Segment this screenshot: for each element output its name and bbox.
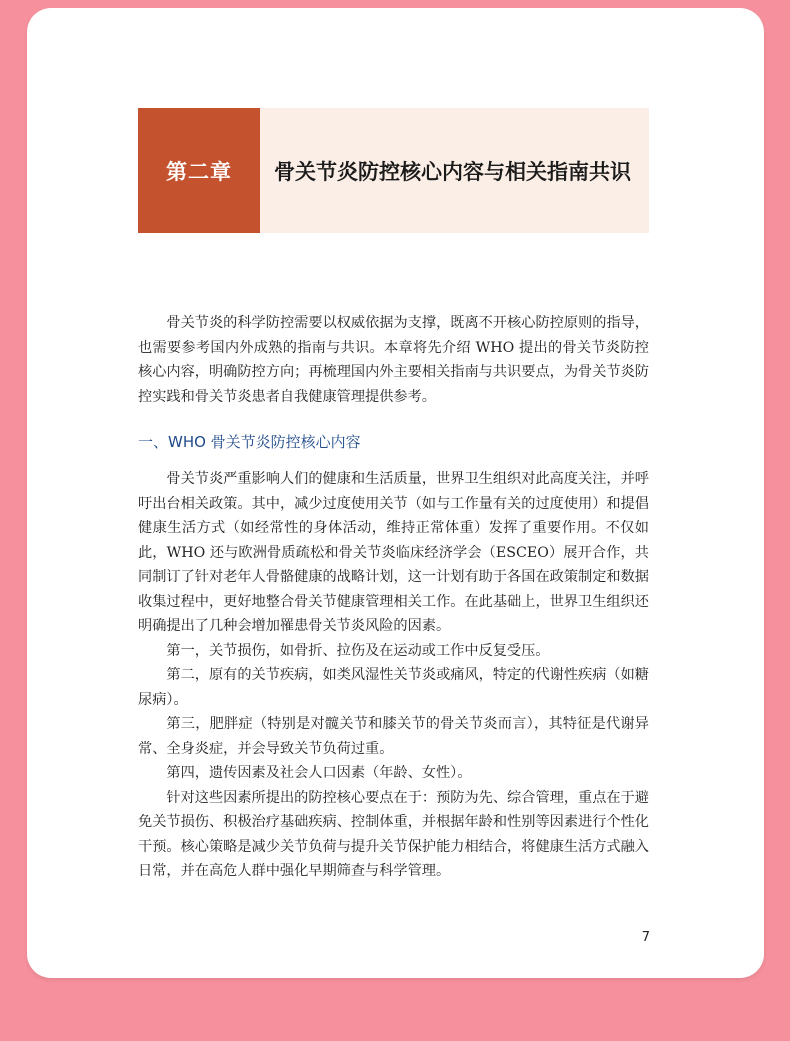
intro-paragraph: 骨关节炎的科学防控需要以权威依据为支撑，既离不开核心防控原则的指导，也需要参考国内外成熟的指南与共识。本章将先介绍 WHO 提出的骨关节炎防控核心内容，明确防控方向；再梳理国内外主要相关指南与共识要点，为骨关节炎防控实践和骨关节炎患者自我健康管理提供参考。 bbox=[138, 315, 649, 405]
section-paragraph: 第一，关节损伤，如骨折、拉伤及在运动或工作中反复受压。 bbox=[166, 642, 550, 659]
page-number: 7 bbox=[641, 930, 650, 945]
section-paragraph: 第二，原有的关节疾病，如类风湿性关节炎或痛风，特定的代谢性疾病（如糖尿病）。 bbox=[138, 667, 649, 708]
book-page bbox=[27, 8, 764, 978]
chapter-title: 骨关节炎防控核心内容与相关指南共识 bbox=[274, 159, 631, 184]
section-heading: 一、WHO 骨关节炎防控核心内容 bbox=[138, 433, 361, 451]
intro-text bbox=[138, 311, 649, 409]
section-paragraph: 针对这些因素所提出的防控核心要点在于：预防为先、综合管理，重点在于避免关节损伤、积极治疗基础疾病、控制体重，并根据年龄和性别等因素进行个性化干预。核心策略是减少关节负荷与提升关节保护能力相结合，将健康生活方式融入日常，并在高危人群中强化早期筛查与科学管理。 bbox=[138, 789, 649, 879]
section-paragraph: 骨关节炎严重影响人们的健康和生活质量，世界卫生组织对此高度关注，并呼吁出台相关政策。其中，减少过度使用关节（如与工作量有关的过度使用）和提倡健康生活方式（如经常性的身体活动，维持正常体重）发挥了重要作用。不仅如此，WHO 还与欧洲骨质疏松和骨关节炎临床经济学会（ESCEO）展开合作，共同制订了针对老年人骨骼健康的战略计划，这一计划有助于各国在政策制定和数据收集过程中，更好地整合骨关节健康管理相关工作。在此基础上，世界卫生组织还明确提出了几种会增加罹患骨关节炎风险的因素。 bbox=[138, 471, 649, 634]
chapter-number: 第二章 bbox=[166, 159, 232, 184]
section-body bbox=[138, 467, 649, 884]
section-paragraph: 第三，肥胖症（特别是对髋关节和膝关节的骨关节炎而言），其特征是代谢异常、全身炎症，并会导致关节负荷过重。 bbox=[138, 716, 649, 757]
section-paragraph: 第四，遗传因素及社会人口因素（年龄、女性）。 bbox=[166, 765, 472, 781]
chapter-number-box bbox=[138, 108, 260, 233]
chapter-banner bbox=[138, 108, 649, 233]
